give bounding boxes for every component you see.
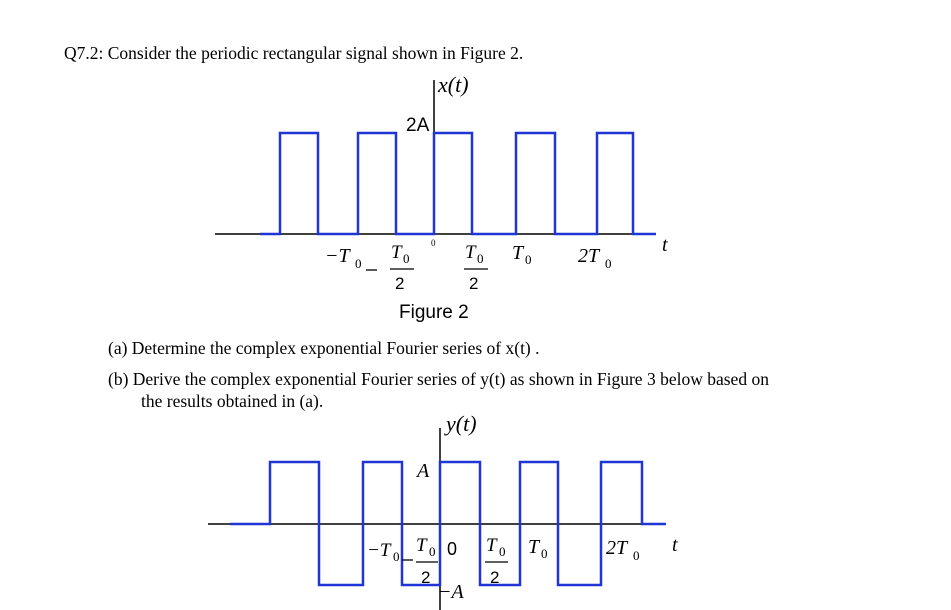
svg-text:0: 0 — [355, 256, 362, 271]
fig2-tick-2T0 — [578, 245, 612, 271]
svg-text:0: 0 — [429, 544, 436, 559]
fig3-tick-neg-T0 — [367, 540, 400, 564]
figure-2 — [215, 72, 668, 323]
fig2-tick-T0 — [512, 242, 532, 267]
part-b-text-line2: the results obtained in (a). — [141, 391, 324, 411]
fig2-amplitude-label: 2A — [406, 115, 430, 136]
svg-text:0: 0 — [499, 544, 506, 559]
svg-text:T: T — [528, 536, 540, 558]
svg-text:2: 2 — [469, 274, 479, 293]
fig2-tick-half-T0 — [464, 242, 488, 293]
fig3-xlabel: t — [672, 534, 678, 556]
svg-text:2: 2 — [395, 274, 405, 293]
fig2-tick-zero: 0 — [431, 238, 436, 248]
fig2-ylabel: x(t) — [438, 72, 469, 97]
fig2-signal-waveform — [260, 133, 656, 234]
svg-text:0: 0 — [541, 546, 548, 561]
figure-3 — [208, 411, 678, 610]
svg-text:T: T — [512, 242, 524, 264]
svg-text:2: 2 — [490, 568, 500, 587]
fig2-xlabel: t — [662, 234, 668, 256]
svg-text:−T: −T — [367, 540, 391, 561]
part-a-text: (a) Determine the complex exponential Fourier series of x(t) . — [108, 338, 540, 358]
svg-text:T: T — [391, 242, 402, 263]
fig3-tick-T0 — [528, 536, 548, 561]
svg-text:0: 0 — [477, 251, 484, 266]
fig2-tick-neg-T0 — [325, 245, 362, 271]
fig3-neg-amplitude-label: −A — [438, 581, 464, 603]
fig3-tick-zero: 0 — [447, 539, 458, 559]
svg-text:2T: 2T — [606, 537, 628, 559]
fig3-tick-2T0 — [606, 537, 640, 563]
svg-text:−T: −T — [325, 245, 350, 267]
question-text: Consider the periodic rectangular signal shown in Figure 2. — [107, 43, 524, 63]
svg-text:0: 0 — [393, 549, 400, 564]
svg-text:0: 0 — [605, 256, 612, 271]
part-b-text-line1: (b) Derive the complex exponential Fourier series of y(t) as shown in Figure 3 below based on — [108, 369, 769, 389]
svg-text:0: 0 — [525, 252, 532, 267]
svg-text:T: T — [416, 535, 427, 556]
fig2-caption: Figure 2 — [399, 302, 469, 323]
fig3-ylabel: y(t) — [446, 411, 477, 436]
svg-text:2: 2 — [421, 568, 431, 587]
svg-text:T: T — [486, 535, 497, 556]
fig3-amplitude-label: A — [417, 460, 430, 482]
question-number: Q7.2: — [64, 43, 104, 63]
svg-text:T: T — [465, 242, 476, 263]
svg-text:0: 0 — [633, 548, 640, 563]
fig3-tick-neg-half-T0 — [416, 535, 438, 587]
fig2-tick-neg-half-T0 — [390, 242, 414, 293]
svg-text:2T: 2T — [578, 245, 600, 267]
fig3-tick-half-T0 — [485, 535, 508, 587]
svg-text:0: 0 — [403, 251, 410, 266]
